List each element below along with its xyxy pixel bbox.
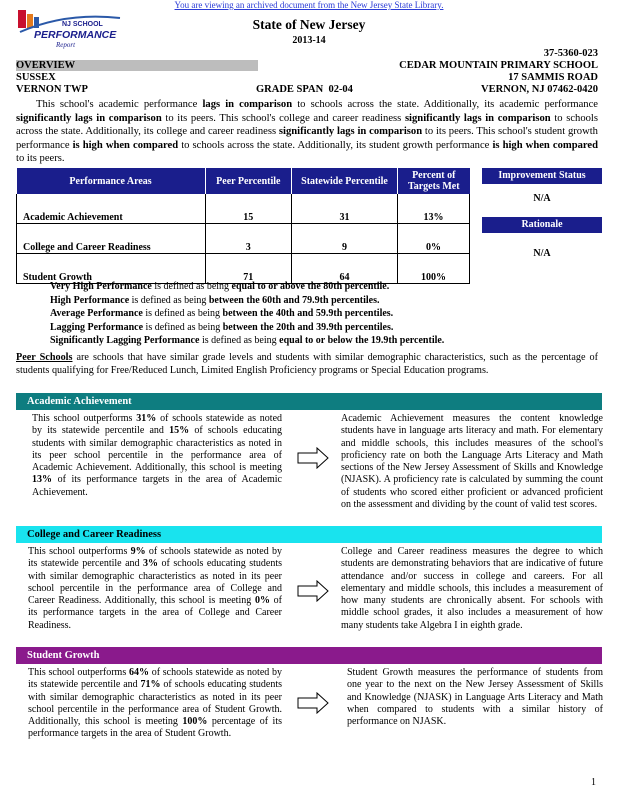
improvement-status-value: N/A: [533, 193, 551, 204]
section-bar-student-growth: [16, 647, 602, 664]
right-arrow-icon: [297, 692, 329, 714]
peer-schools-term: Peer Schools: [16, 352, 73, 363]
academic-achievement-summary: This school outperforms 31% of schools statewide as noted by its statewide percentile and 15% of schools educating students with similar demographic characteristics as noted in its peer school percentile in the performance area of Academic Achievement. Additionally, this school is meeting 13% of its performance targets in the area of Academic Achievement.: [32, 413, 283, 498]
performance-table: [16, 168, 470, 284]
grade-span-value: 02-04: [328, 84, 353, 95]
peer-percentile: 71: [205, 254, 291, 284]
school-name: CEDAR MOUNTAIN PRIMARY SCHOOL: [399, 60, 598, 71]
student-growth-description: Student Growth measures the performance of students from one year to the next on the New Jersey Assessment of Skills and Knowledge (NJASK) in Language Arts Literacy and Math when compared to students with a similar history of performance on NJASK.: [347, 667, 603, 728]
archive-notice-link[interactable]: You are viewing an archived document from the New Jersey State Library.: [174, 0, 444, 10]
section-bar-college-career-readiness: [16, 526, 602, 543]
area-name: Academic Achievement: [17, 194, 206, 224]
statewide-percentile: 31: [291, 194, 397, 224]
district: VERNON TWP: [16, 84, 88, 95]
statewide-percentile: 64: [291, 254, 397, 284]
school-year: 2013-14: [292, 35, 326, 46]
grade-span-label: GRADE SPAN: [256, 84, 324, 95]
statewide-percentile: 9: [291, 224, 397, 254]
college-career-description: College and Career readiness measures the degree to which students are demonstrating behaviors that are indicative of future attendance and/or success in college and careers. For all elementary and middle schools, this includes a measurement of how many students are chronically absent. For schools with middle school grades, it also includes a measurement of how many students take Algebra I in eighth grade.: [341, 546, 603, 631]
academic-achievement-description: Academic Achievement measures the content knowledge students have in language arts literacy and math. For elementary and middle schools, this includes measures of the school's proficiency rate on both the Language Arts Literacy and Math sections of the New Jersey Assessment of Skills and Knowledge (NJASK). A proficiency rate is calculated by summing the count of students who scored either proficient or advanced proficient on the assessment and dividing by the count of valid test scores.: [341, 413, 603, 511]
school-code: 37-5360-023: [543, 48, 598, 59]
page-title: State of New Jersey: [252, 17, 366, 32]
definition-item: Lagging Performance is defined as being between the 20th and 39.9th percentiles.: [50, 321, 394, 333]
peer-percentile: 15: [205, 194, 291, 224]
area-name: College and Career Readiness: [17, 224, 206, 254]
county: SUSSEX: [16, 72, 56, 83]
performance-definitions: [50, 280, 590, 348]
street-address: 17 SAMMIS ROAD: [508, 72, 598, 83]
city-state-zip: VERNON, NJ 07462-0420: [481, 84, 598, 95]
logo-line1: NJ SCHOOL: [62, 21, 103, 28]
summary-paragraph: This school's academic performance lags in comparison to schools across the state. Additionally, its academic performance significantly lags in comparison to its peers. This school's college and career readiness significantly lags in comparison to schools across the state. Additionally, its college and career readiness significantly lags in comparison to its peers. This school's student growth performance is high when compared to schools across the state. Additionally, its student growth performance is high when compared to its peers.: [16, 99, 598, 164]
definition-item: High Performance is defined as being between the 60th and 79.9th percentiles.: [50, 294, 380, 306]
section-bar-academic-achievement: [16, 393, 602, 410]
section-title: Academic Achievement: [27, 396, 132, 407]
col-targets-met: Percent of Targets Met: [398, 168, 470, 194]
definition-item: Average Performance is defined as being between the 40th and 59.9th percentiles.: [50, 308, 394, 319]
grade-span: [256, 84, 353, 96]
area-name: Student Growth: [17, 254, 206, 284]
definition-item: Very High Performance is defined as being equal to or above the 80th percentile.: [50, 281, 390, 292]
right-arrow-icon: [297, 447, 329, 469]
rationale-value: N/A: [533, 248, 551, 259]
page-number: 1: [591, 777, 596, 788]
targets-met: 100%: [398, 254, 470, 284]
student-growth-summary: This school outperforms 64% of schools statewide as noted by its statewide percentile and 71% of schools educating students with similar demographic characteristics as noted in its peer school percentile in the performance area of Student Growth. Additionally, this school is meeting 100% percentage of its performance targets in the area of Student Growth.: [28, 667, 283, 740]
section-title: College and Career Readiness: [27, 529, 162, 540]
targets-met: 0%: [398, 224, 470, 254]
rationale-label: Rationale: [482, 217, 602, 233]
peer-percentile: 3: [205, 224, 291, 254]
overview-label: OVERVIEW: [16, 60, 76, 71]
peer-schools-paragraph: Peer Schools are schools that have similar grade levels and students with similar demographic characteristics, such as the percentage of students qualifying for Free/Reduced Lunch, Limited English Proficiency programs or Special Education programs.: [16, 352, 598, 376]
col-statewide-percentile: Statewide Percentile: [291, 168, 397, 194]
right-arrow-icon: [297, 580, 329, 602]
col-peer-percentile: Peer Percentile: [205, 168, 291, 194]
table-header-row: [17, 168, 470, 194]
logo-line3: Report: [56, 41, 76, 49]
table-row: [17, 194, 470, 224]
improvement-status-label: Improvement Status: [482, 168, 602, 184]
table-row: [17, 224, 470, 254]
targets-met: 13%: [398, 194, 470, 224]
col-performance-areas: Performance Areas: [17, 168, 206, 194]
table-row: [17, 254, 470, 284]
college-career-summary: This school outperforms 9% of schools statewide as noted by its statewide percentile and 3% of schools educating students with similar demographic characteristics as noted in its peer school percentile in the performance area of College and Career Readiness. Additionally, this school is meeting 0% of its performance targets in the area of College and Career Readiness.: [28, 546, 283, 631]
definition-item: Significantly Lagging Performance is defined as being equal to or below the 19.9th percentile.: [50, 335, 445, 346]
logo-line2: PERFORMANCE: [34, 29, 117, 41]
section-title: Student Growth: [27, 650, 100, 661]
